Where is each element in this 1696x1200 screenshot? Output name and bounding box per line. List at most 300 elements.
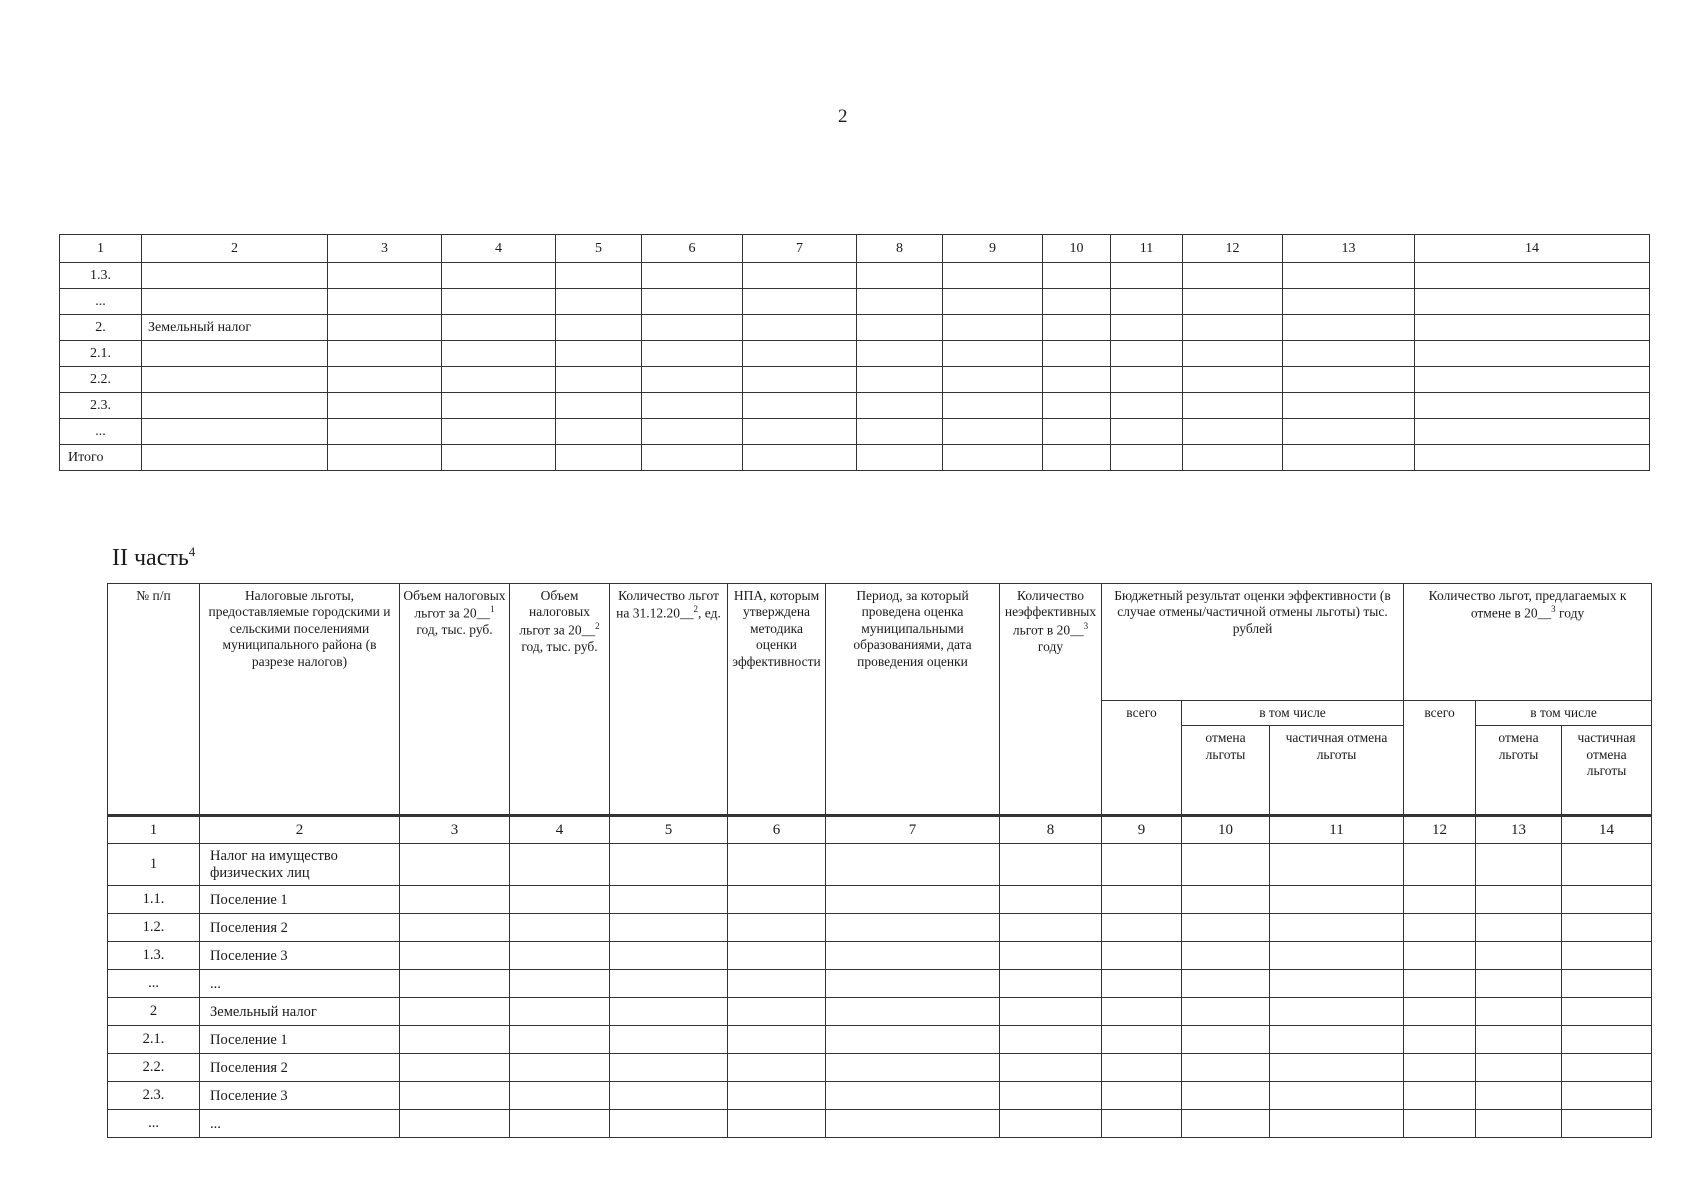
- table-cell: [857, 367, 943, 393]
- table-cell: [826, 1082, 1000, 1110]
- table-cell: [510, 886, 610, 914]
- table-cell: [1182, 886, 1270, 914]
- table-cell: [728, 886, 826, 914]
- table-cell: [556, 367, 642, 393]
- row-name: [142, 419, 328, 445]
- table-cell: [1000, 942, 1102, 970]
- table-cell: [728, 998, 826, 1026]
- header-num: № п/п: [108, 584, 200, 816]
- row-name: [142, 289, 328, 315]
- row-number: 2.2.: [60, 367, 142, 393]
- table1-col-number: 1: [60, 235, 142, 263]
- table-cell: [1270, 1054, 1404, 1082]
- table-cell: [1102, 1110, 1182, 1138]
- row-number: 1.3.: [60, 263, 142, 289]
- table-cell: [1043, 393, 1111, 419]
- table2-col-number: 7: [826, 816, 1000, 844]
- header-including-2: в том числе: [1476, 701, 1652, 726]
- table-cell: [857, 393, 943, 419]
- table-cell: [743, 419, 857, 445]
- table-cell: [610, 1110, 728, 1138]
- row-number: 1: [108, 844, 200, 886]
- table-cell: [1043, 263, 1111, 289]
- table-cell: [642, 367, 743, 393]
- table-cell: [1415, 341, 1650, 367]
- table-cell: [556, 393, 642, 419]
- row-number: ...: [108, 970, 200, 998]
- header-volume-year1: Объем налоговых льгот за 20__$^1$ год, тыс. руб.: [400, 584, 510, 816]
- table-cell: [943, 367, 1043, 393]
- table-cell: [743, 289, 857, 315]
- table-cell: [1102, 998, 1182, 1026]
- table-cell: [943, 341, 1043, 367]
- table-cell: [610, 1026, 728, 1054]
- table-cell: [1562, 970, 1652, 998]
- table-cell: [1562, 914, 1652, 942]
- table-cell: [328, 367, 442, 393]
- table-cell: [400, 1054, 510, 1082]
- table-cell: [1182, 998, 1270, 1026]
- row-number: ...: [60, 419, 142, 445]
- row-number: Итого: [60, 445, 142, 471]
- row-name: [142, 263, 328, 289]
- table1-col-number: 10: [1043, 235, 1111, 263]
- table-cell: [400, 844, 510, 886]
- table-cell: [1111, 367, 1183, 393]
- table-cell: [442, 445, 556, 471]
- table-cell: [1270, 1082, 1404, 1110]
- row-name: [142, 393, 328, 419]
- table-cell: [1102, 914, 1182, 942]
- table-cell: [510, 844, 610, 886]
- table-cell: [1562, 844, 1652, 886]
- table2-col-number: 8: [1000, 816, 1102, 844]
- table-cell: [510, 1110, 610, 1138]
- table-cell: [857, 263, 943, 289]
- table-cell: [728, 970, 826, 998]
- header-cancel-1: отмена льготы: [1182, 726, 1270, 816]
- table1-col-number: 3: [328, 235, 442, 263]
- row-number: 1.2.: [108, 914, 200, 942]
- table-row: [60, 289, 1650, 315]
- table-row: [60, 419, 1650, 445]
- row-name: Налог на имущество физических лиц: [200, 844, 400, 886]
- table-cell: [510, 1054, 610, 1082]
- table-cell: [1000, 970, 1102, 998]
- table-cell: [1270, 970, 1404, 998]
- table-cell: [1270, 1110, 1404, 1138]
- table-row: [60, 263, 1650, 289]
- table-row: [108, 914, 1652, 942]
- table-cell: [1102, 1026, 1182, 1054]
- table-cell: [743, 445, 857, 471]
- table-cell: [400, 886, 510, 914]
- table1-col-number: 6: [642, 235, 743, 263]
- row-name: Поселение 1: [200, 1026, 400, 1054]
- table2-col-number: 12: [1404, 816, 1476, 844]
- table-cell: [857, 315, 943, 341]
- table-cell: [1043, 367, 1111, 393]
- table-cell: [1182, 942, 1270, 970]
- table-cell: [1476, 970, 1562, 998]
- table-cell: [1404, 1026, 1476, 1054]
- table-cell: [1283, 367, 1415, 393]
- part-title-footnote: 4: [188, 544, 196, 559]
- table-cell: [610, 1054, 728, 1082]
- table-cell: [1182, 1054, 1270, 1082]
- table-cell: [1283, 289, 1415, 315]
- table-cell: [1270, 1026, 1404, 1054]
- table-row: [108, 998, 1652, 1026]
- table2-col-number: 3: [400, 816, 510, 844]
- row-name: Земельный налог: [200, 998, 400, 1026]
- row-number: 2.1.: [60, 341, 142, 367]
- table-cell: [1182, 914, 1270, 942]
- table-cell: [1000, 1110, 1102, 1138]
- header-total-1: всего: [1102, 701, 1182, 816]
- table-cell: [743, 393, 857, 419]
- table-cell: [328, 315, 442, 341]
- header-including-1: в том числе: [1182, 701, 1404, 726]
- table-cell: [556, 263, 642, 289]
- table-cell: [1102, 1054, 1182, 1082]
- table-cell: [1111, 315, 1183, 341]
- table-cell: [943, 315, 1043, 341]
- table-cell: [1283, 393, 1415, 419]
- table-cell: [1283, 341, 1415, 367]
- table-cell: [510, 942, 610, 970]
- table-cell: [1043, 315, 1111, 341]
- table-cell: [943, 445, 1043, 471]
- part-title-text: II часть: [112, 545, 189, 571]
- table-cell: [328, 263, 442, 289]
- table-cell: [442, 393, 556, 419]
- table-cell: [1111, 289, 1183, 315]
- table-cell: [728, 1110, 826, 1138]
- table-cell: [1476, 844, 1562, 886]
- table-cell: [943, 289, 1043, 315]
- table-cell: [1183, 289, 1283, 315]
- table-cell: [1183, 445, 1283, 471]
- table-cell: [728, 914, 826, 942]
- row-name: Поселение 3: [200, 942, 400, 970]
- table-cell: [1043, 419, 1111, 445]
- table-cell: [857, 341, 943, 367]
- table-cell: [826, 970, 1000, 998]
- part-title: [112, 544, 195, 572]
- table-row: [60, 315, 1650, 341]
- table2-col-number: 11: [1270, 816, 1404, 844]
- header-cancel-2: отмена льготы: [1476, 726, 1562, 816]
- table-cell: [400, 1082, 510, 1110]
- table-cell: [1111, 445, 1183, 471]
- table-cell: [1183, 367, 1283, 393]
- table-cell: [1476, 1026, 1562, 1054]
- table-cell: [1183, 315, 1283, 341]
- table-cell: [642, 341, 743, 367]
- table-cell: [728, 1026, 826, 1054]
- table2-col-number: 1: [108, 816, 200, 844]
- table-cell: [728, 1054, 826, 1082]
- table-cell: [1415, 445, 1650, 471]
- table1-col-number: 14: [1415, 235, 1650, 263]
- table-cell: [1562, 1054, 1652, 1082]
- table-cell: [1562, 886, 1652, 914]
- row-number: 1.1.: [108, 886, 200, 914]
- table-cell: [943, 393, 1043, 419]
- header-benefit-count: Количество льгот на 31.12.20__$^2$, ед.: [610, 584, 728, 816]
- table-cell: [1102, 886, 1182, 914]
- table-cell: [328, 393, 442, 419]
- row-number: 2: [108, 998, 200, 1026]
- table-cell: [1404, 998, 1476, 1026]
- table-cell: [743, 315, 857, 341]
- table-cell: [826, 942, 1000, 970]
- table2-col-numbers-row: [108, 816, 1652, 844]
- table-cell: [1415, 263, 1650, 289]
- table-cell: [1283, 419, 1415, 445]
- table-cell: [1111, 263, 1183, 289]
- table-cell: [826, 998, 1000, 1026]
- table-cell: [442, 263, 556, 289]
- table-cell: [556, 341, 642, 367]
- table-cell: [1415, 315, 1650, 341]
- table-cell: [400, 998, 510, 1026]
- table2-col-number: 2: [200, 816, 400, 844]
- table-cell: [1000, 998, 1102, 1026]
- table-cell: [826, 914, 1000, 942]
- table-row: [108, 844, 1652, 886]
- table-cell: [1183, 393, 1283, 419]
- table-cell: [857, 445, 943, 471]
- table-cell: [1404, 886, 1476, 914]
- table-cell: [1000, 1054, 1102, 1082]
- table-cell: [1043, 289, 1111, 315]
- table-cell: [1415, 289, 1650, 315]
- table-cell: [1182, 1110, 1270, 1138]
- table-cell: [510, 914, 610, 942]
- table1-col-number: 2: [142, 235, 328, 263]
- table-cell: [610, 844, 728, 886]
- table-cell: [510, 998, 610, 1026]
- table-row: [60, 393, 1650, 419]
- row-number: 2.1.: [108, 1026, 200, 1054]
- table-cell: [328, 341, 442, 367]
- row-name: Поселение 1: [200, 886, 400, 914]
- table-cell: [1270, 844, 1404, 886]
- table-cell: [610, 1082, 728, 1110]
- table-cell: [1283, 263, 1415, 289]
- table-cell: [610, 970, 728, 998]
- row-name: Поселение 3: [200, 1082, 400, 1110]
- table-cell: [328, 289, 442, 315]
- table-row: [108, 1054, 1652, 1082]
- table-cell: [1182, 1082, 1270, 1110]
- table1-col-number: 7: [743, 235, 857, 263]
- table-cell: [943, 263, 1043, 289]
- header-tax-benefits: Налоговые льготы, предоставляемые городскими и сельскими поселениями муниципального района (в разрезе налогов): [200, 584, 400, 816]
- table-row: [108, 886, 1652, 914]
- table-cell: [728, 844, 826, 886]
- table-cell: [1111, 419, 1183, 445]
- table-cell: [400, 970, 510, 998]
- row-name: Поселения 2: [200, 1054, 400, 1082]
- table-cell: [826, 886, 1000, 914]
- table-cell: [728, 1082, 826, 1110]
- table-cell: [728, 942, 826, 970]
- table-cell: [1562, 1110, 1652, 1138]
- table-cell: [400, 914, 510, 942]
- table-cell: [857, 419, 943, 445]
- table-cell: [556, 445, 642, 471]
- table-cell: [400, 1026, 510, 1054]
- table-cell: [642, 289, 743, 315]
- table-cell: [1476, 942, 1562, 970]
- table-cell: [610, 914, 728, 942]
- table-cell: [510, 1082, 610, 1110]
- table-cell: [1183, 419, 1283, 445]
- table-cell: [1111, 393, 1183, 419]
- header-period: Период, за который проведена оценка муниципальными образованиями, дата проведения оценки: [826, 584, 1000, 816]
- header-total-2: всего: [1404, 701, 1476, 816]
- table2-col-number: 13: [1476, 816, 1562, 844]
- table-cell: [857, 289, 943, 315]
- table-cell: [556, 315, 642, 341]
- table-cell: [1102, 942, 1182, 970]
- table-cell: [743, 341, 857, 367]
- row-name: ...: [200, 1110, 400, 1138]
- header-partial-1: частичная отмена льготы: [1270, 726, 1404, 816]
- table-cell: [1415, 419, 1650, 445]
- table-cell: [1562, 998, 1652, 1026]
- table-cell: [1102, 1082, 1182, 1110]
- page-number: 2: [838, 106, 848, 127]
- table-cell: [1476, 1082, 1562, 1110]
- table-cell: [1404, 1054, 1476, 1082]
- table-cell: [1476, 998, 1562, 1026]
- table-cell: [442, 367, 556, 393]
- table-cell: [556, 419, 642, 445]
- table-cell: [1182, 844, 1270, 886]
- table-cell: [1562, 942, 1652, 970]
- table-row: [108, 970, 1652, 998]
- table-cell: [1000, 914, 1102, 942]
- table1-col-number: 11: [1111, 235, 1183, 263]
- row-number: 1.3.: [108, 942, 200, 970]
- table-cell: [943, 419, 1043, 445]
- table-row: [108, 942, 1652, 970]
- table-cell: [1183, 263, 1283, 289]
- table-cell: [1476, 914, 1562, 942]
- table-cell: [1182, 1026, 1270, 1054]
- header-partial-2: частичная отмена льготы: [1562, 726, 1652, 816]
- table1-col-number: 8: [857, 235, 943, 263]
- table-cell: [642, 445, 743, 471]
- table-cell: [610, 942, 728, 970]
- table-cell: [1270, 914, 1404, 942]
- table1-col-number: 4: [442, 235, 556, 263]
- table-cell: [400, 1110, 510, 1138]
- table-cell: [1000, 844, 1102, 886]
- table-cell: [743, 367, 857, 393]
- table-cell: [1404, 844, 1476, 886]
- table-cell: [1404, 942, 1476, 970]
- table-cell: [1000, 886, 1102, 914]
- table2-col-number: 4: [510, 816, 610, 844]
- table1-col-number: 12: [1183, 235, 1283, 263]
- table-cell: [1415, 367, 1650, 393]
- table-cell: [1000, 1082, 1102, 1110]
- table-cell: [826, 1110, 1000, 1138]
- table-cell: [1562, 1082, 1652, 1110]
- table-cell: [1270, 886, 1404, 914]
- table-cell: [1111, 341, 1183, 367]
- row-number: 2.3.: [60, 393, 142, 419]
- row-name: [142, 445, 328, 471]
- table-cell: [1283, 315, 1415, 341]
- table-cell: [442, 289, 556, 315]
- table1-col-number: 13: [1283, 235, 1415, 263]
- header-budget-result: Бюджетный результат оценки эффективности (в случае отмены/частичной отмены льготы) тыс. рублей: [1102, 584, 1404, 701]
- row-number: 2.: [60, 315, 142, 341]
- table-cell: [610, 886, 728, 914]
- table1-header-row: [60, 235, 1650, 263]
- table-cell: [1182, 970, 1270, 998]
- row-number: ...: [60, 289, 142, 315]
- table-cell: [826, 1026, 1000, 1054]
- table-cell: [826, 1054, 1000, 1082]
- table-cell: [328, 419, 442, 445]
- row-name: ...: [200, 970, 400, 998]
- table-cell: [510, 1026, 610, 1054]
- table2-col-number: 10: [1182, 816, 1270, 844]
- row-name: [142, 341, 328, 367]
- table-cell: [1043, 445, 1111, 471]
- header-npa: НПА, которым утверждена методика оценки эффективности: [728, 584, 826, 816]
- table-row: [60, 367, 1650, 393]
- table-cell: [442, 315, 556, 341]
- table-cell: [1476, 886, 1562, 914]
- table-row: [60, 445, 1650, 471]
- table-cell: [1404, 1110, 1476, 1138]
- table-cell: [1404, 914, 1476, 942]
- table-part1-continuation: [59, 234, 1650, 471]
- table-cell: [1562, 1026, 1652, 1054]
- table-cell: [556, 289, 642, 315]
- table-cell: [1404, 1082, 1476, 1110]
- table-row: [108, 1082, 1652, 1110]
- table-part2: [107, 583, 1652, 1138]
- table-cell: [1404, 970, 1476, 998]
- table2-col-number: 9: [1102, 816, 1182, 844]
- table-cell: [642, 393, 743, 419]
- row-name: [142, 367, 328, 393]
- header-ineffective-count: Количество неэффективных льгот в 20__$^3$ году: [1000, 584, 1102, 816]
- table-cell: [1415, 393, 1650, 419]
- table-cell: [510, 970, 610, 998]
- table1-col-number: 5: [556, 235, 642, 263]
- header-volume-year2: Объем налоговых льгот за 20__$^2$ год, тыс. руб.: [510, 584, 610, 816]
- table-cell: [1000, 1026, 1102, 1054]
- row-name: Земельный налог: [142, 315, 328, 341]
- table1-col-number: 9: [943, 235, 1043, 263]
- table-cell: [442, 419, 556, 445]
- table-cell: [1043, 341, 1111, 367]
- row-number: 2.2.: [108, 1054, 200, 1082]
- table-row: [108, 1026, 1652, 1054]
- table-cell: [1270, 998, 1404, 1026]
- table-cell: [1476, 1110, 1562, 1138]
